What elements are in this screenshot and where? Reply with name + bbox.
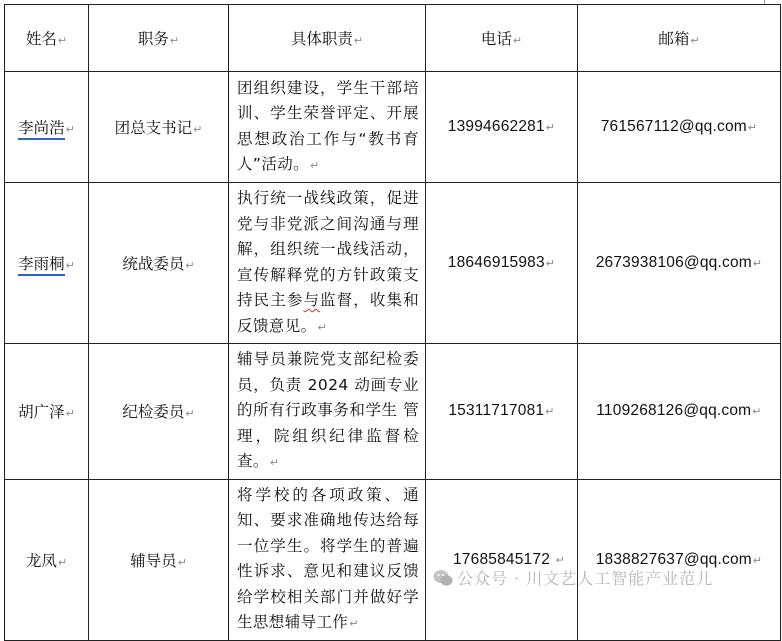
wechat-official-account-icon <box>433 569 453 587</box>
header-duty: 具体职责↵ <box>229 5 426 72</box>
header-email: 邮箱↵ <box>578 5 781 72</box>
header-name: 姓名↵ <box>5 5 89 72</box>
role-cell: 辅导员↵ <box>89 479 229 640</box>
email-cell: 2673938106@qq.com↵ <box>578 183 781 344</box>
header-role: 职务↵ <box>89 5 229 72</box>
phone-cell: 13994662281↵ <box>426 72 578 183</box>
duty-cell: 团组织建设，学生干部培训、学生荣誉评定、开展思想政治工作与“教书育人”活动。↵ <box>229 72 426 183</box>
name-cell: 龙凤↵ <box>5 479 89 640</box>
phone-cell: 17685845172 ↵ <box>426 479 578 640</box>
role-cell: 纪检委员↵ <box>89 344 229 480</box>
spellcheck-flag: 与 <box>303 291 321 309</box>
name-cell: 李尚浩↵ <box>5 72 89 183</box>
table-header-row <box>5 5 781 72</box>
email-cell: 1109268126@qq.com↵ <box>578 344 781 480</box>
role-cell: 团总支书记↵ <box>89 72 229 183</box>
email-cell: 1838827637@qq.com↵ <box>578 479 781 640</box>
name-text: 李雨桐 <box>18 255 65 276</box>
table-row <box>5 183 781 344</box>
name-cell: 胡广泽↵ <box>5 344 89 480</box>
staff-contact-table <box>4 4 781 641</box>
duty-cell: 执行统一战线政策，促进党与非党派之间沟通与理解，组织统一战线活动，宣传解释党的方针政策支持民主参与监督，收集和反馈意见。↵ <box>229 183 426 344</box>
duty-cell: 辅导员兼院党支部纪检委员，负责 2024 动画专业的所有行政事务和学生 管理，院组织纪律监督检查。↵ <box>229 344 426 480</box>
watermark <box>433 566 713 589</box>
phone-cell: 15311717081↵ <box>426 344 578 480</box>
role-cell: 统战委员↵ <box>89 183 229 344</box>
phone-cell: 18646915983↵ <box>426 183 578 344</box>
table-row <box>5 479 781 640</box>
watermark-text: 公众号 · 川文艺人工智能产业范儿 <box>457 569 714 588</box>
email-cell: 761567112@qq.com↵ <box>578 72 781 183</box>
duty-cell: 将学校的各项政策、通知、要求准确地传达给每一位学生。将学生的普遍性诉求、意见和建议反馈给学校相关部门并做好学生思想辅导工作↵ <box>229 479 426 640</box>
name-text: 李尚浩 <box>18 119 65 140</box>
table-row <box>5 72 781 183</box>
header-phone: 电话↵ <box>426 5 578 72</box>
table-row <box>5 344 781 480</box>
name-cell: 李雨桐↵ <box>5 183 89 344</box>
